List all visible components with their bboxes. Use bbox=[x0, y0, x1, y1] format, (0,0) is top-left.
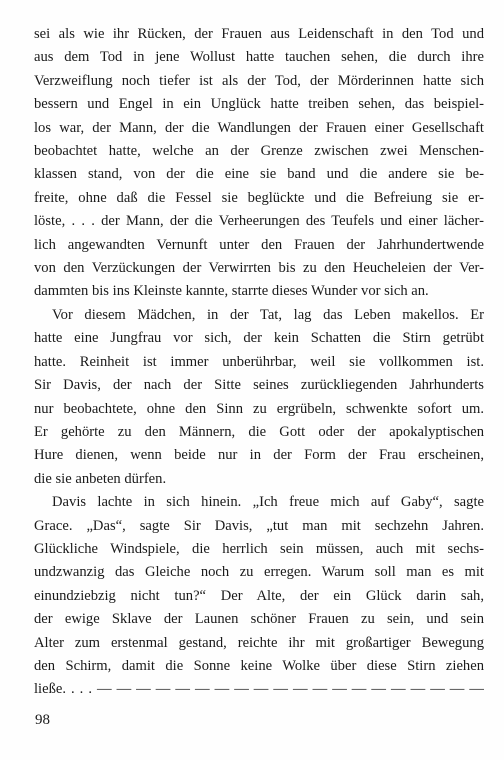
text-line: hatte eine Jungfrau vor sich, der kein Schatten die Stirn getrübt bbox=[34, 330, 484, 347]
text-line: Er gehörte zu den Männern, die Gott oder der apokalyptischen bbox=[34, 423, 484, 440]
text-line: Vor diesem Mädchen, in der Tat, lag das Leben makellos. Er bbox=[52, 306, 484, 323]
body-text bbox=[34, 23, 484, 702]
text-line: hatte. Reinheit ist immer unberührbar, weil sie vollkommen ist. bbox=[34, 353, 484, 370]
text-line: klassen stand, von der die eine sie band und die andere sie be- bbox=[34, 166, 484, 183]
text-line: undzwanzig das Gleiche noch zu erregen. Warum soll man es mit bbox=[34, 564, 484, 581]
text-line: aus dem Tod in jene Wollust hatte tauchen sehen, die durch ihre bbox=[34, 49, 484, 66]
text-line: nur beobachtete, ohne den Sinn zu ergrübeln, schwenkte sofort um. bbox=[34, 400, 484, 417]
text-line: lich angewandten Vernunft unter den Frauen der Jahrhundertwende bbox=[34, 236, 484, 253]
text-line: Grace. „Das“, sagte Sir Davis, „tut man mit sechzehn Jahren. bbox=[34, 517, 484, 534]
text-line: den Schirm, damit die Sonne keine Wolke über diese Stirn ziehen bbox=[34, 657, 484, 674]
text-line: löste, . . . der Mann, der die Verheerungen des Teufels und einer lächer- bbox=[34, 213, 484, 230]
paragraph bbox=[34, 304, 484, 491]
text-line: bessern und Engel in ein Unglück hatte treiben sehen, das beispiel- bbox=[34, 96, 484, 113]
text-line: los war, der Mann, der die Wandlungen der Frauen einer Gesellschaft bbox=[34, 119, 484, 136]
text-line: Verzweiflung noch tiefer ist als der Tod, der Mörderinnen hatte sich bbox=[34, 72, 484, 89]
text-line: dammten bis ins Kleinste kannte, starrte dieses Wunder vor sich an. bbox=[34, 283, 429, 300]
paragraph bbox=[34, 23, 484, 304]
text-line: die sie anbeten dürfen. bbox=[34, 470, 167, 487]
text-line: sei als wie ihr Rücken, der Frauen aus Leidenschaft in den Tod und bbox=[34, 26, 484, 42]
text-line: Hure dienen, wenn beide nur in der Form der Frau erscheinen, bbox=[34, 447, 484, 464]
text-line: einundziebzig nicht tun?“ Der Alte, der ein Glück darin sah, bbox=[34, 587, 484, 604]
text-line: freite, ohne daß die Fessel sie beglückte und die Befreiung sie er- bbox=[34, 189, 484, 206]
text-line: Glückliche Windspiele, die herrlich sein müssen, auch mit sechs- bbox=[34, 540, 484, 557]
text-line: der ewige Sklave der Launen schöner Frauen zu sein, und sein bbox=[34, 611, 484, 628]
paragraph bbox=[34, 491, 484, 702]
text-line: beobachtet hatte, welche an der Grenze zwischen zwei Menschen- bbox=[34, 143, 484, 160]
page-number: 98 bbox=[35, 712, 50, 728]
text-line: ließe. . . . — — — — — — — — — — — — — — — — — — — — bbox=[34, 681, 484, 698]
text-line: Alter zum erstenmal gestand, reichte ihr mit großartiger Bewegung bbox=[34, 634, 484, 651]
text-line: Sir Davis, der nach der Sitte seines zurückliegenden Jahrhunderts bbox=[34, 377, 484, 394]
text-line: von den Verzückungen der Verwirrten bis zu den Heucheleien der Ver- bbox=[34, 260, 484, 277]
text-line: Davis lachte in sich hinein. „Ich freue mich auf Gaby“, sagte bbox=[52, 494, 484, 511]
